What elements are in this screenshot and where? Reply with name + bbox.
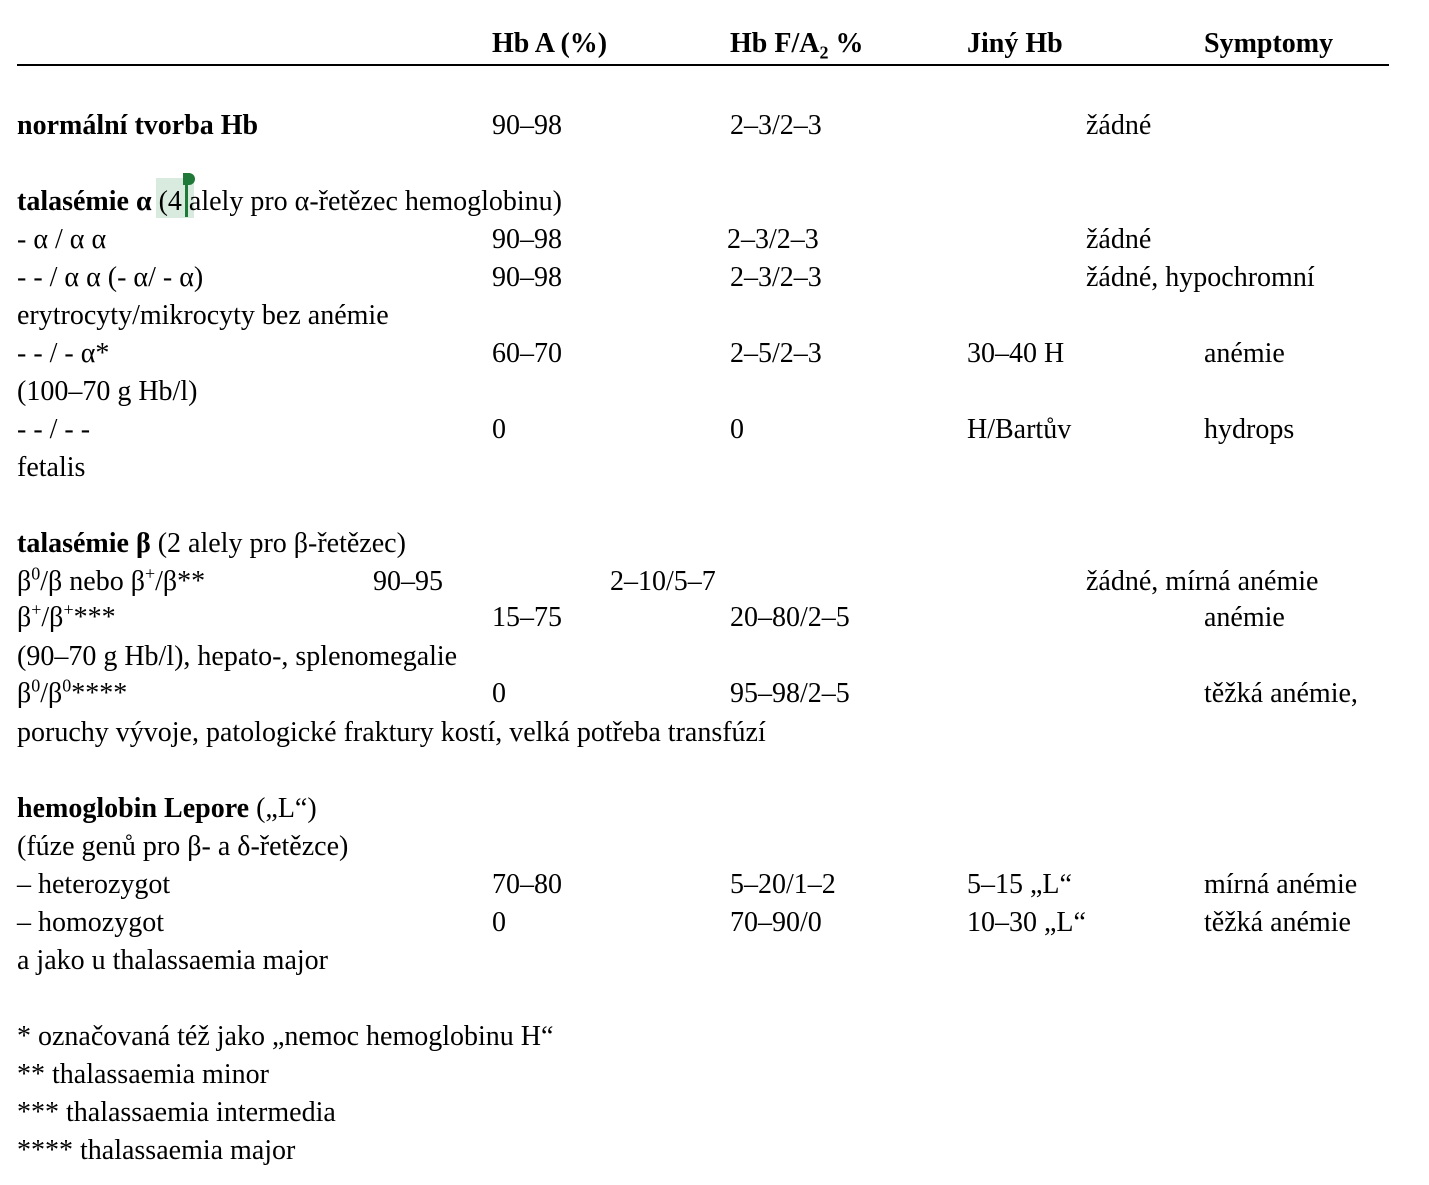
normal-hba: 90–98: [492, 110, 562, 141]
alpha-row-1-hba: 90–98: [492, 224, 562, 255]
alpha-row-2-wrap: erytrocyty/mikrocyty bez anémie: [17, 300, 389, 331]
footnote-2: ** thalassaemia minor: [17, 1059, 269, 1090]
alpha-row-4-symptoms: hydrops: [1204, 414, 1295, 445]
normal-symptoms: žádné: [1086, 110, 1152, 141]
alpha-row-3-hbf: 2–5/2–3: [730, 338, 822, 369]
alpha-row-2-label: - - / α α (- α/ - α): [17, 262, 204, 293]
alpha-row-2-hba: 90–98: [492, 262, 562, 293]
lepore-row-1-hba: 70–80: [492, 869, 562, 900]
lepore-heading: hemoglobin Lepore („L“): [17, 793, 317, 824]
alpha-row-3-wrap: (100–70 g Hb/l): [17, 376, 198, 407]
lepore-row-2-symptoms: těžká anémie: [1204, 907, 1351, 938]
alpha-row-4-label: - - / - -: [17, 414, 91, 445]
footnote-1: * označovaná též jako „nemoc hemoglobinu H“: [17, 1021, 554, 1052]
alpha-row-4-other: H/Bartův: [967, 414, 1072, 445]
beta-row-3-symptoms: těžká anémie,: [1204, 678, 1358, 709]
alpha-row-4-hba: 0: [492, 414, 506, 445]
lepore-row-2-hba: 0: [492, 907, 506, 938]
lepore-row-2-hbf: 70–90/0: [730, 907, 822, 938]
alpha-row-2-symptoms: žádné, hypochromní: [1086, 262, 1315, 293]
alpha-row-3-hba: 60–70: [492, 338, 562, 369]
cursor-flag-icon: [183, 173, 195, 185]
alpha-row-1-hbf: 2–3/2–3: [727, 224, 819, 255]
alpha-row-3-label: - - / - α*: [17, 338, 110, 369]
alpha-row-3-other: 30–40 H: [967, 338, 1065, 369]
alpha-row-1-label: - α / α α: [17, 224, 107, 255]
beta-row-1-symptoms: žádné, mírná anémie: [1086, 566, 1319, 597]
lepore-row-2-wrap: a jako u thalassaemia major: [17, 945, 328, 976]
alpha-row-1-symptoms: žádné: [1086, 224, 1152, 255]
header-rule: [17, 64, 1389, 66]
beta-row-1-hba: 90–95: [373, 566, 443, 597]
beta-row-3-wrap: poruchy vývoje, patologické fraktury kostí, velká potřeba transfúzí: [17, 717, 766, 748]
beta-row-3-hbf: 95–98/2–5: [730, 678, 850, 709]
column-header-other-hb: Jiný Hb: [967, 28, 1063, 59]
lepore-row-2-label: – homozygot: [17, 907, 164, 938]
beta-heading: talasémie β (2 alely pro β-řetězec): [17, 528, 406, 559]
beta-row-1-hbf: 2–10/5–7: [610, 566, 716, 597]
beta-row-2-hba: 15–75: [492, 602, 562, 633]
lepore-subheading: (fúze genů pro β- a δ-řetězce): [17, 831, 349, 862]
lepore-row-1-label: – heterozygot: [17, 869, 171, 900]
alpha-row-3-symptoms: anémie: [1204, 338, 1285, 369]
beta-row-2-label: β+/β+***: [17, 599, 116, 633]
beta-row-2-wrap: (90–70 g Hb/l), hepato-, splenomegalie: [17, 641, 458, 672]
column-header-symptoms: Symptomy: [1204, 28, 1334, 59]
lepore-row-1-hbf: 5–20/1–2: [730, 869, 836, 900]
column-header-hbf-a2: Hb $F/A_2$ %: [730, 28, 864, 63]
alpha-row-4-hbf: 0: [730, 414, 744, 445]
alpha-row-4-wrap: fetalis: [17, 452, 86, 483]
column-header-hba: Hb A (%): [492, 28, 608, 59]
beta-row-1-label: $\beta^0/\beta$ nebo β+/β**: [17, 563, 206, 597]
beta-row-3-hba: 0: [492, 678, 506, 709]
footnote-3: *** thalassaemia intermedia: [17, 1097, 336, 1128]
footnote-4: **** thalassaemia major: [17, 1135, 296, 1166]
lepore-row-2-other: 10–30 „L“: [967, 907, 1086, 938]
alpha-heading: talasémie α (4 alely pro α-řetězec hemoglobinu): [17, 186, 562, 217]
beta-row-3-label: $\beta^0/\beta^0****$: [17, 675, 128, 709]
lepore-row-1-symptoms: mírná anémie: [1204, 869, 1358, 900]
normal-label: normální tvorba Hb: [17, 110, 259, 141]
lepore-row-1-other: 5–15 „L“: [967, 869, 1072, 900]
beta-row-2-hbf: 20–80/2–5: [730, 602, 850, 633]
normal-hbf: 2–3/2–3: [730, 110, 822, 141]
beta-row-2-symptoms: anémie: [1204, 602, 1285, 633]
alpha-row-2-hbf: 2–3/2–3: [730, 262, 822, 293]
